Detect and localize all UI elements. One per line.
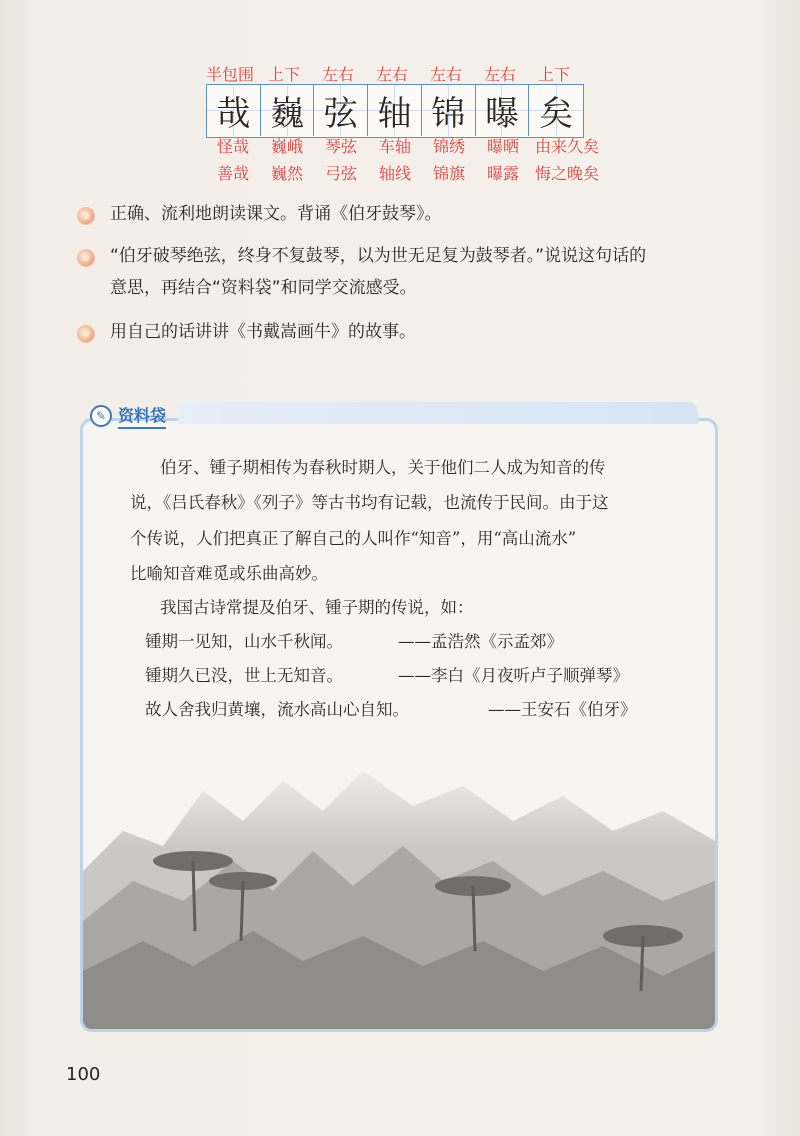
structure-label: 半包围 [205,65,254,84]
bullet-icon [78,326,94,342]
exercise-item [110,240,720,304]
paragraph-line: 伯牙、锺子期相传为春秋时期人，关于他们二人成为知音的传 [160,458,606,477]
example-word: 轴线 [378,164,411,183]
poem-intro: 我国古诗常提及伯牙、锺子期的传说，如： [160,598,474,617]
info-bag-header [90,402,166,430]
character-grid [206,84,584,138]
exercise-line: “伯牙破琴绝弦，终身不复鼓琴，以为世无足复为鼓琴者。”说说这句话的 [110,246,647,266]
paragraph-line: 个传说，人们把真正了解自己的人叫作“知音”，用“高山流水” [130,529,577,548]
character-cell: 矣 [529,85,583,136]
bullet-icon [78,208,94,224]
info-bag-title: 资料袋 [118,403,166,429]
character-cell: 轴 [368,85,422,136]
example-word: 锦绣 [432,137,465,156]
paragraph-line: 比喻知音难觅或乐曲高妙。 [130,564,328,583]
example-word: 车轴 [378,137,411,156]
info-bag [70,402,720,1034]
character-cell: 锦 [422,85,476,136]
poem-line: 锺期久已没，世上无知音。 [145,666,343,685]
structure-label: 左右 [429,65,462,84]
example-word: 锦旗 [432,164,465,183]
page-number: 100 [66,1064,101,1085]
exercise-item [110,198,720,230]
info-bag-icon: ✎ [90,405,112,427]
structure-label: 上下 [537,65,570,84]
example-word: 弓弦 [324,164,357,183]
example-word: 曝晒 [486,137,519,156]
character-table [0,62,800,192]
example-word: 怪哉 [216,137,249,156]
example-word: 由来久矣 [534,137,599,156]
example-word: 悔之晚矣 [534,164,599,183]
character-cell: 曝 [476,85,530,136]
poem-source: ——王安石《伯牙》 [488,700,637,719]
character-cell: 弦 [314,85,368,136]
paragraph-line: 说，《吕氏春秋》《列子》等古书均有记载，也流传于民间。由于这 [130,493,609,512]
bullet-icon [78,250,94,266]
example-word: 善哉 [216,164,249,183]
landscape-illustration [83,751,715,1032]
example-word: 巍然 [270,164,303,183]
poem-source: ——李白《月夜听卢子顺弹琴》 [398,666,629,685]
poem-line: 锺期一见知，山水千秋闻。 [145,632,343,651]
example-word: 巍峨 [270,137,303,156]
info-bag-header-bar [178,402,698,424]
structure-row [0,62,800,86]
structure-label: 左右 [375,65,408,84]
character-cell: 哉 [207,85,261,136]
structure-label: 左右 [483,65,516,84]
structure-label: 左右 [321,65,354,84]
exercise-line: 正确、流利地朗读课文。背诵《伯牙鼓琴》。 [110,204,442,224]
example-word: 曝露 [486,164,519,183]
poem-source: ——孟浩然《示孟郊》 [398,632,563,651]
exercise-line: 意思，再结合“资料袋”和同学交流感受。 [110,278,417,298]
character-cell: 巍 [261,85,315,136]
exercise-item [110,316,720,348]
example-word: 琴弦 [324,137,357,156]
exercise-line: 用自己的话讲讲《书戴嵩画牛》的故事。 [110,322,416,342]
poem-line: 故人舍我归黄壤，流水高山心自知。 [145,700,409,719]
structure-label: 上下 [267,65,300,84]
